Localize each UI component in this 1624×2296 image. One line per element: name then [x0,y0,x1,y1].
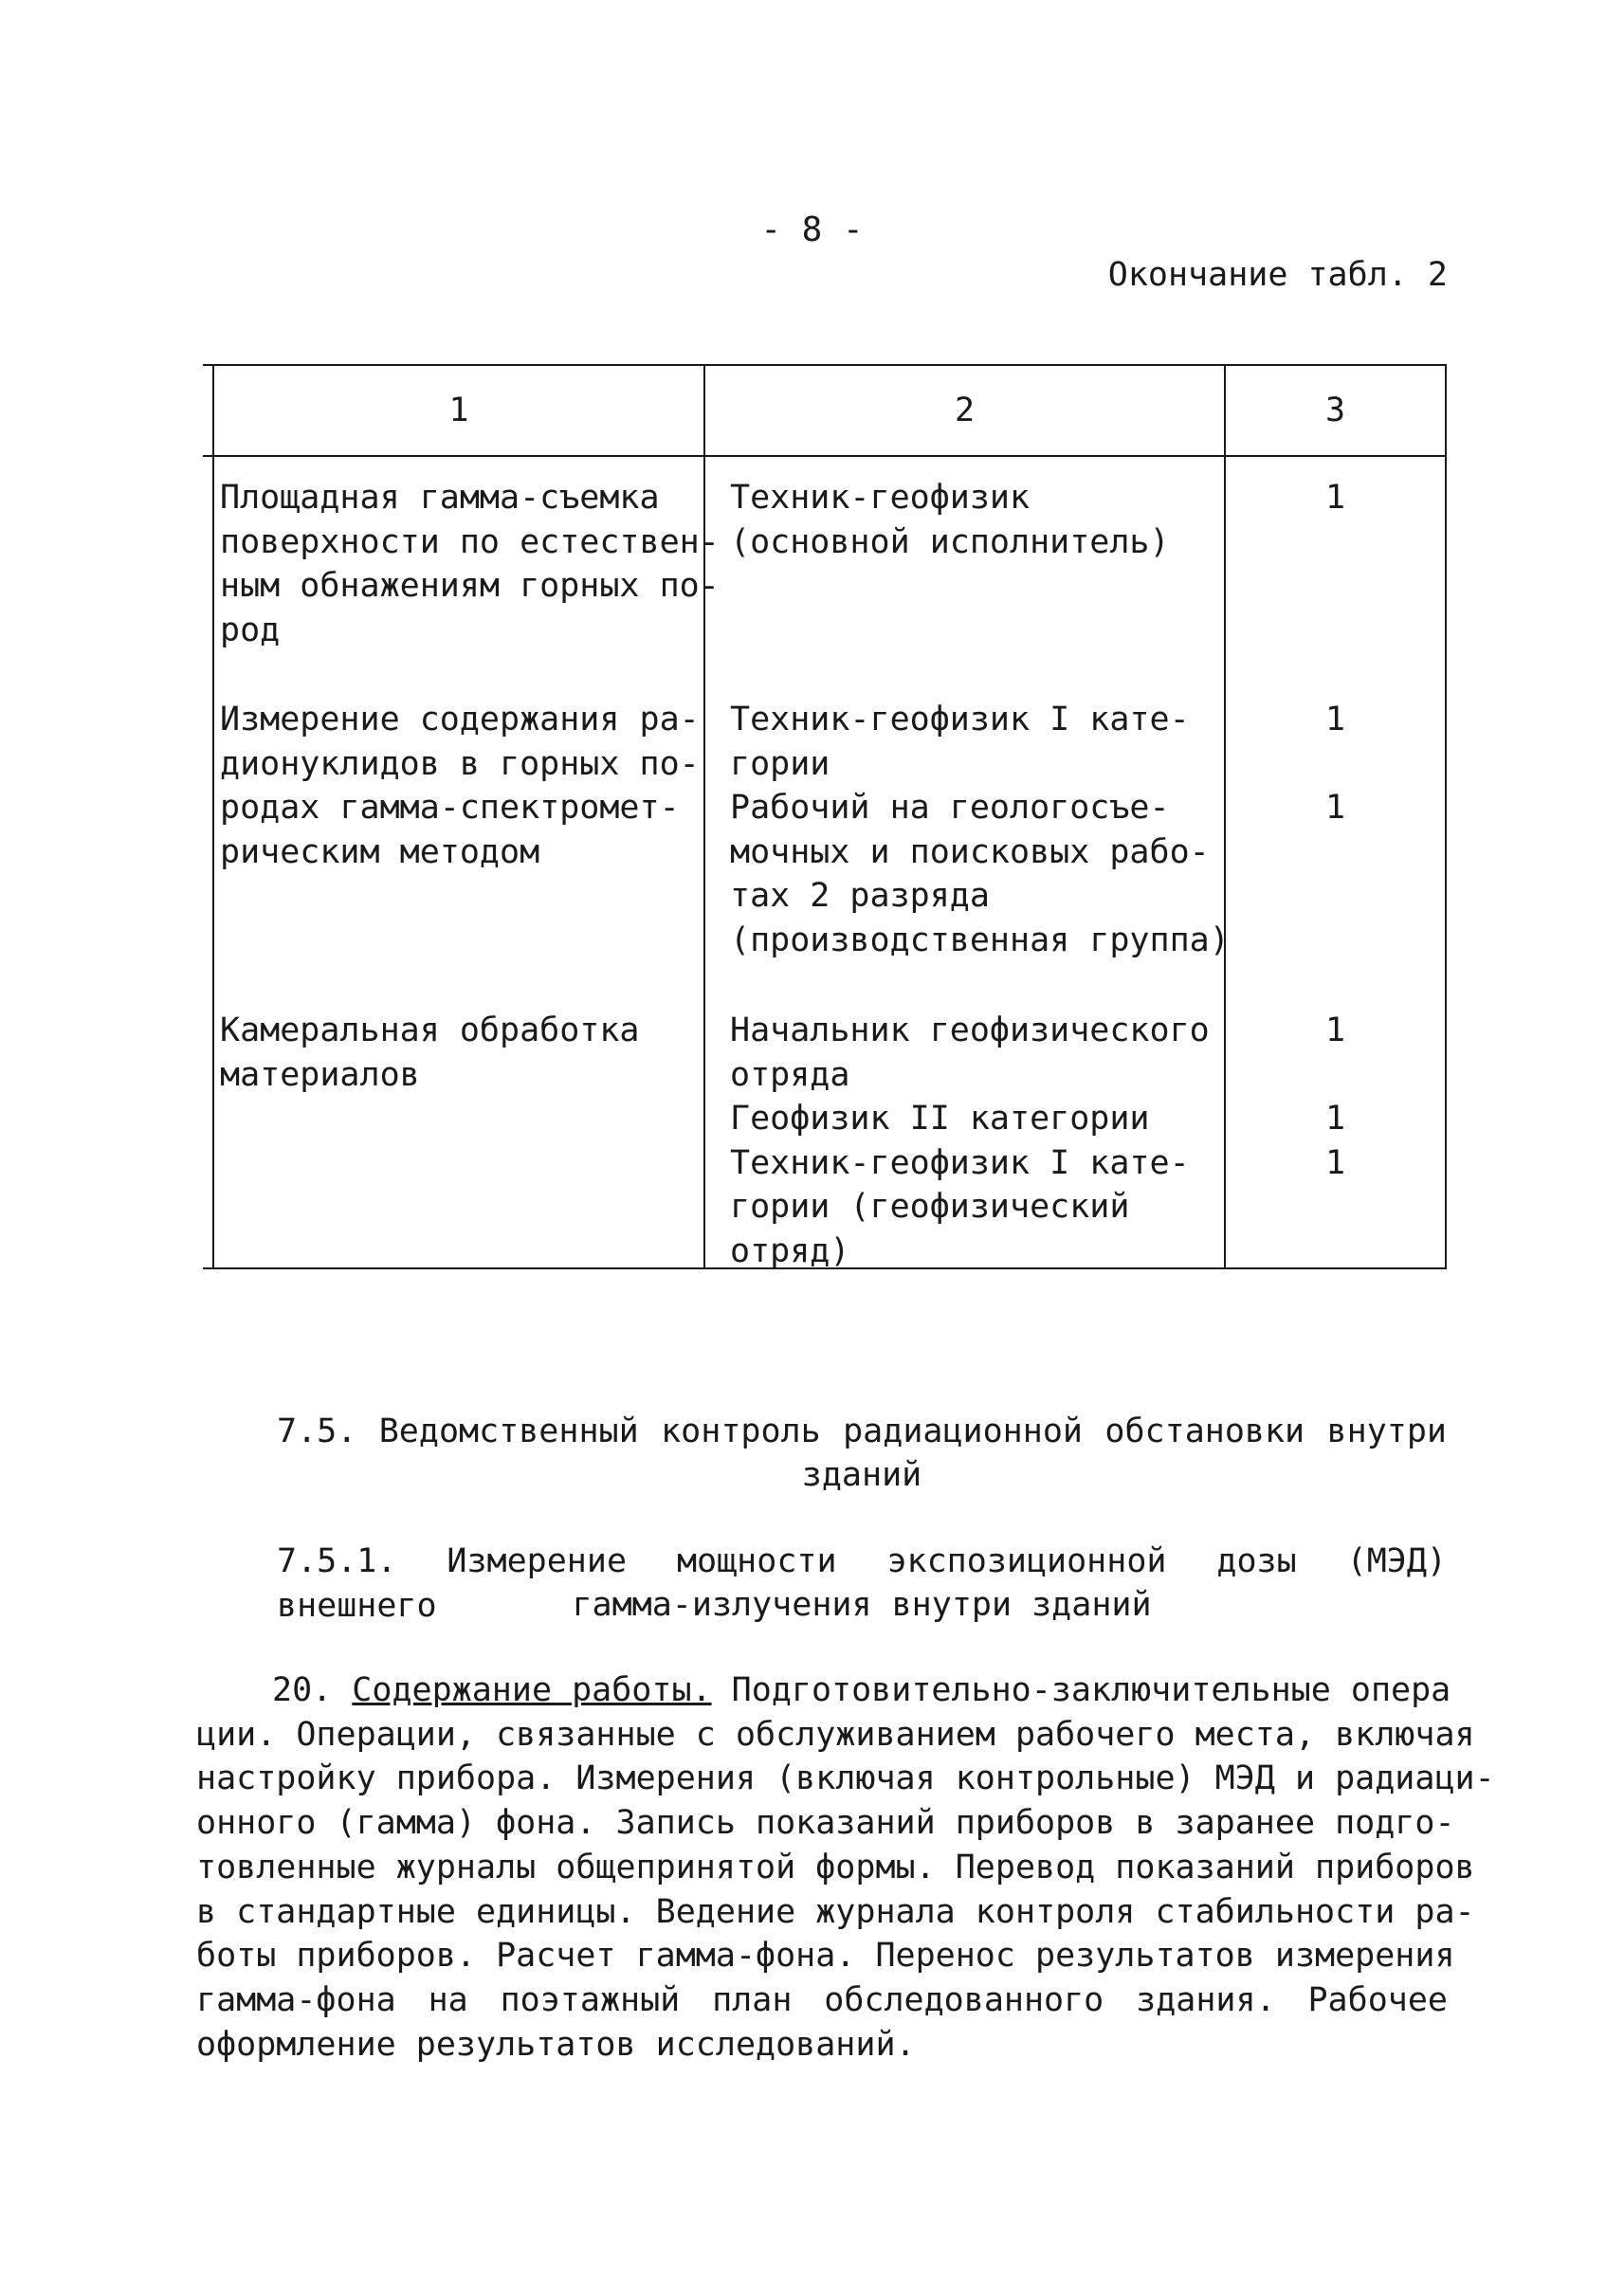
section-7-5-1-title-line-1: Измерение мощности экспозиционной дозы (МЭД) внешнего [277,1542,1447,1625]
paragraph-20-line-6: в стандартные единицы. Ведение журнала контроля стабильности ра- [196,1892,1475,1931]
table-header-rule [203,455,1447,457]
paragraph-20-line-9: оформление результатов исследований. [196,2025,916,2064]
paragraph-20-label: Содержание работы. [352,1671,712,1709]
section-7-5-number: 7.5. [277,1412,357,1450]
paragraph-20-line-7: боты приборов. Расчет гамма-фона. Перенос результатов измерения [196,1937,1455,1976]
paragraph-20-line-5: товленные журналы общепринятой формы. Перевод показаний приборов [196,1848,1475,1886]
table-left-rule [212,364,214,1269]
table-header-col-3: 3 [1324,392,1346,429]
paragraph-20-line-2: ции. Операции, связанные с обслуживанием рабочего места, включая [196,1715,1475,1754]
section-7-5-1-title-line-2: гамма-излучения внутри зданий [572,1586,1152,1624]
paragraph-20-line-8: гамма-фона на поэтажный план обследованного здания. Рабочее [196,1980,1448,2019]
paragraph-20-line-3: настройку прибора. Измерения (включая контрольные) МЭД и радиаци- [196,1759,1495,1798]
table-row-2-staff: Техник-геофизик I кате- гории Рабочий на геологосъе- мочных и поисковых рабо- тах 2 разряда (производственная группа) [730,701,1230,959]
paragraph-20-line-4: онного (гамма) фона. Запись показаний приборов в заранее подго- [196,1804,1455,1843]
table-row-2-count: 1 1 [1324,701,1346,828]
table-row-1-operation: Площадная гамма-съемка поверхности по естествен- ным обнажениям горных по- род [220,479,720,649]
section-7-5-heading [277,1410,1447,1454]
table-row-3-count: 1 1 1 [1324,1011,1346,1182]
table-top-rule [203,364,1447,366]
staff-table [203,364,1447,1269]
page-number: - 8 - [760,210,864,249]
paragraph-20-number: 20. [272,1671,333,1709]
table-right-rule [1445,364,1447,1269]
section-7-5-title-line-1: Ведомственный контроль радиационной обстановки внутри [378,1412,1447,1450]
section-7-5-1-number: 7.5.1. [277,1542,397,1580]
table-row-1-staff: Техник-геофизик (основной исполнитель) [730,479,1170,561]
table-row-2-operation: Измерение содержания ра- дионуклидов в горных по- родах гамма-спектромет- рическим методом [220,701,700,871]
table-row-3-staff: Начальник геофизического отряда Геофизик II категории Техник-геофизик I кате- гории (геофизический отряд) [730,1011,1210,1270]
table-row-1-count: 1 [1324,479,1346,517]
paragraph-20-line-1: Подготовительно-заключительные опера [731,1671,1451,1709]
table-row-3-operation: Камеральная обработка материалов [220,1011,640,1094]
table-header-col-1: 1 [448,392,469,429]
paragraph-20-first-line [196,1668,1451,1713]
paragraph-20 [196,1668,1495,2067]
table-header-col-2: 2 [954,392,976,429]
table-caption: Окончание табл. 2 [1107,256,1448,294]
section-7-5-title-line-2: зданий [801,1456,922,1494]
